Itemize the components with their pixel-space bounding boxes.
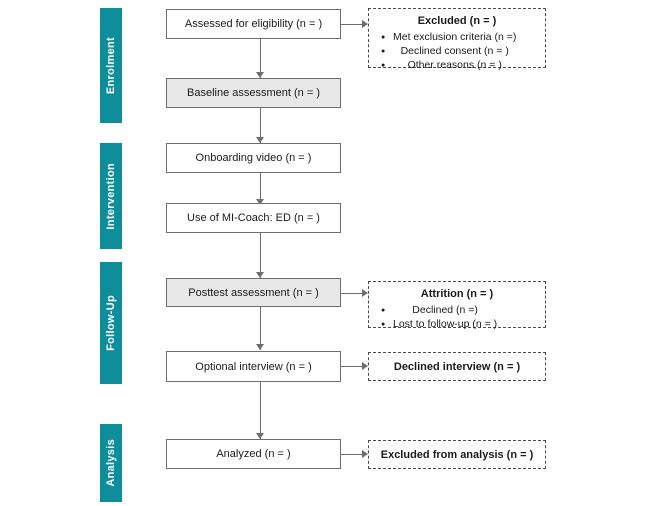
node-title: Excluded from analysis (n = ) [380,448,534,461]
phase-label-text: Intervention [105,162,117,230]
list-item: ● Other reasons (n = ) [393,58,516,72]
node-label: Assessed for eligibility (n = ) [184,18,323,30]
phase-label-analysis [100,424,122,502]
phase-label-text: Follow-Up [105,295,117,351]
list-item: ● Met exclusion criteria (n =) [393,30,516,44]
node-title: Attrition (n = ) [420,288,494,300]
list-item: ● Lost to follow-up (n = ) [393,317,497,331]
phase-label-intervention [100,143,122,249]
node-posttest-assessment [166,278,341,307]
excluded-reason-list [379,30,516,72]
arrow-posttest-interview [256,344,264,350]
node-optional-interview [166,351,341,382]
node-title: Excluded (n = ) [417,15,497,27]
attrition-reason-list [379,303,497,331]
node-label: Optional interview (n = ) [195,360,312,373]
node-onboarding-video [166,143,341,173]
node-label: Posttest assessment (n = ) [188,286,319,299]
phase-label-follow-up [100,262,122,384]
node-excluded [368,8,546,71]
phase-label-enrolment [100,8,122,123]
node-declined-interview [368,352,546,381]
connector-interview-analyzed [260,382,261,439]
node-title: Declined interview (n = ) [393,360,521,373]
node-label: Analyzed (n = ) [216,448,291,460]
node-label: Onboarding video (n = ) [195,152,312,164]
node-baseline-assessment [166,78,341,108]
list-item: ● Declined (n =) [393,303,497,317]
node-label: Use of MI-Coach: ED (n = ) [187,212,320,224]
node-use-of-mi-coach [166,203,341,233]
node-analyzed [166,439,341,469]
node-label: Baseline assessment (n = ) [187,87,320,99]
node-excluded-from-analysis [368,440,546,469]
list-item: ● Declined consent (n = ) [393,44,516,58]
phase-label-text: Analysis [105,439,117,487]
node-attrition [368,281,546,328]
phase-label-text: Enrolment [105,36,117,95]
node-assessed-for-eligibility [166,9,341,39]
